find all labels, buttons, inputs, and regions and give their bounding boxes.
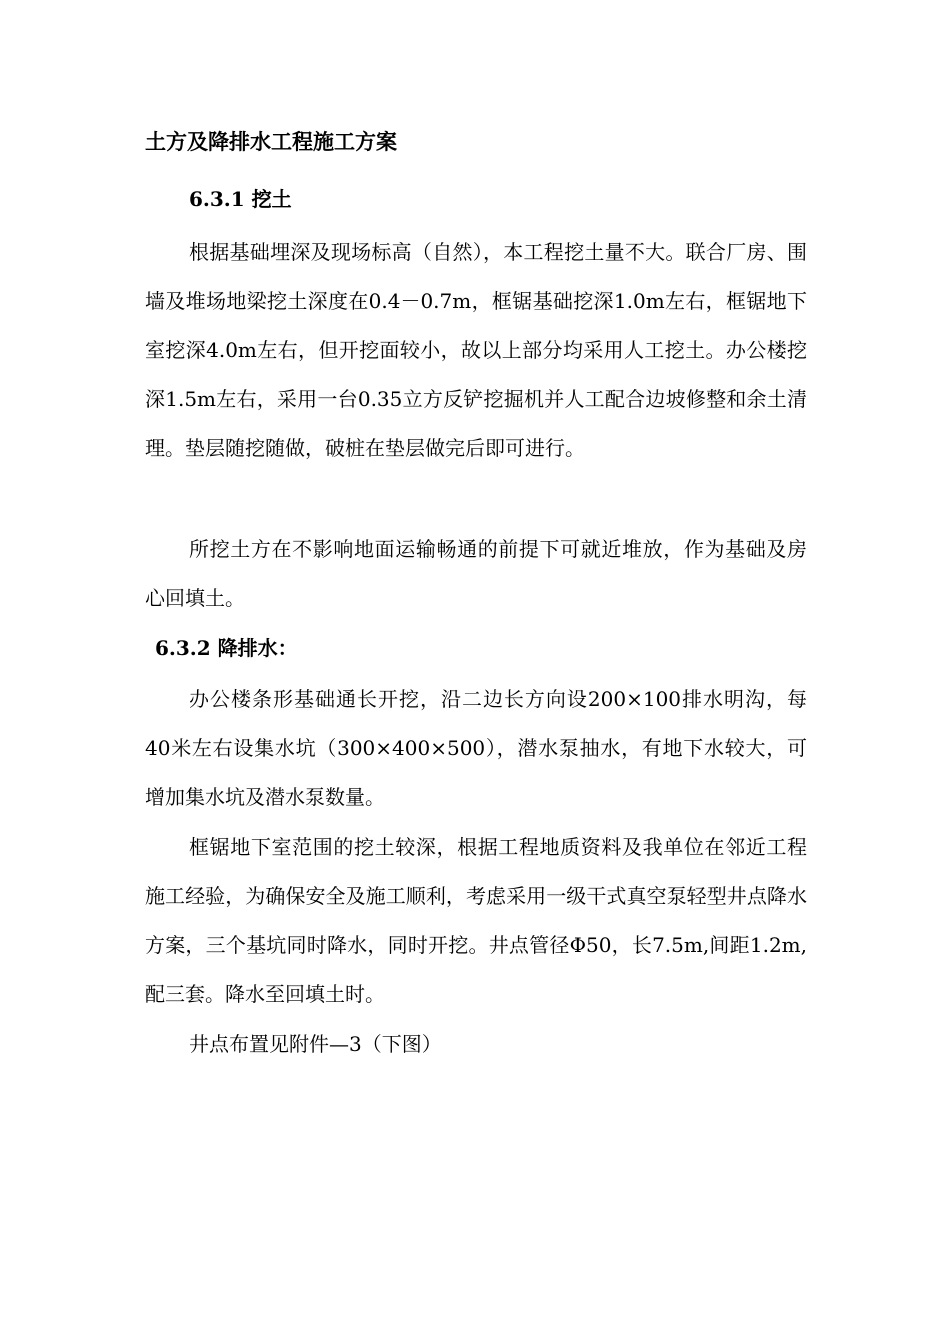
paragraph-well-point-dewatering: 框锯地下室范围的挖土较深，根据工程地质资料及我单位在邻近工程施工经验，为确保安全及施工顺利，考虑采用一级干式真空泵轻型井点降水方案，三个基坑同时降水，同时开挖。井点管径Φ50，长7.5m,间距1.2m, 配三套。降水至回填土时。 xyxy=(145,835,807,1006)
section-heading-excavation: 6.3.1 挖土 xyxy=(189,187,292,211)
document-title: 土方及降排水工程施工方案 xyxy=(145,130,397,154)
paragraph-soil-stockpile: 所挖土方在不影响地面运输畅通的前提下可就近堆放，作为基础及房心回填土。 xyxy=(145,537,807,610)
paragraph-excavation-method: 根据基础埋深及现场标高（自然），本工程挖土量不大。联合厂房、围墙及堆场地梁挖土深度在0.4－0.7m，框锯基础挖深1.0m左右，框锯地下室挖深4.0m左右，但开挖面较小，故以上部分均采用人工挖土。办公楼挖深1.5m左右，采用一台0.35立方反铲挖掘机并人工配合边坡修整和余土清理。垫层随挖随做，破桩在垫层做完后即可进行。 xyxy=(145,240,807,460)
section-heading-dewatering: 6.3.2 降排水： xyxy=(155,636,298,660)
paragraph-well-point-layout: 井点布置见附件—3（下图） xyxy=(189,1032,442,1056)
paragraph-drainage-ditch: 办公楼条形基础通长开挖，沿二边长方向设200×100排水明沟，每40米左右设集水坑（300×400×500），潜水泵抽水，有地下水较大，可增加集水坑及潜水泵数量。 xyxy=(145,687,807,809)
